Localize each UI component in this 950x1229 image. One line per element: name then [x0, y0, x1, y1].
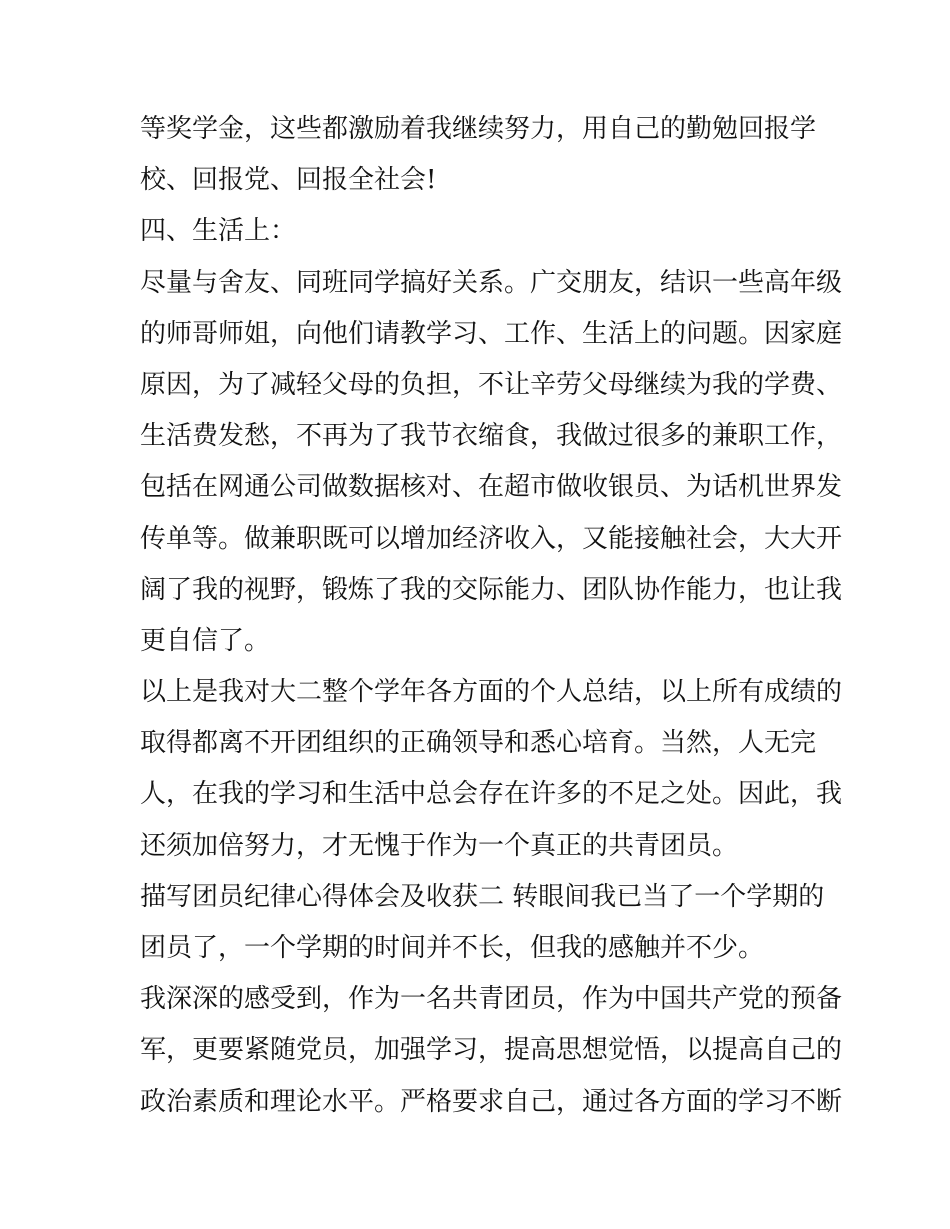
- text-line: 校、回报党、回报全社会!: [140, 165, 437, 196]
- text-line: 政治素质和理论水平。严格要求自己，通过各方面的学习不断: [140, 1086, 843, 1117]
- text-line: 生活费发愁，不再为了我节衣缩食，我做过很多的兼职工作，: [140, 421, 843, 452]
- text-line: 尽量与舍友、同班同学搞好关系。广交朋友，结识一些高年级: [140, 267, 843, 298]
- text-line: 的师哥师姐，向他们请教学习、工作、生活上的问题。因家庭: [140, 318, 843, 349]
- body-text: [140, 104, 843, 1128]
- text-line: 传单等。做兼职既可以增加经济收入，又能接触社会，大大开: [140, 523, 843, 554]
- text-line: 更自信了。: [140, 625, 271, 656]
- text-line: 等奖学金，这些都激励着我继续努力，用自己的勤勉回报学: [140, 114, 817, 144]
- text-line: 还须加倍努力，才无愧于作为一个真正的共青团员。: [140, 830, 739, 861]
- text-line: 以上是我对大二整个学年各方面的个人总结，以上所有成绩的: [140, 677, 843, 708]
- section-heading: 四、生活上：: [140, 216, 297, 247]
- text-line: 取得都离不开团组织的正确领导和悉心培育。当然，人无完: [140, 728, 817, 759]
- text-line: 包括在网通公司做数据核对、在超市做收银员、为话机世界发: [140, 472, 843, 503]
- text-line: 阔了我的视野，锻炼了我的交际能力、团队协作能力，也让我: [140, 574, 843, 605]
- text-line: 军，更要紧随党员，加强学习，提高思想觉悟，以提高自己的: [140, 1035, 843, 1066]
- text-line: 描写团员纪律心得体会及收获二 转眼间我已当了一个学期的: [140, 881, 825, 912]
- text-line: 人，在我的学习和生活中总会存在许多的不足之处。因此，我: [140, 779, 843, 810]
- text-line: 团员了，一个学期的时间并不长，但我的感触并不少。: [140, 933, 765, 963]
- text-line: 我深深的感受到，作为一名共青团员，作为中国共产党的预备: [140, 984, 843, 1015]
- text-line: 原因，为了减轻父母的负担，不让辛劳父母继续为我的学费、: [140, 369, 843, 400]
